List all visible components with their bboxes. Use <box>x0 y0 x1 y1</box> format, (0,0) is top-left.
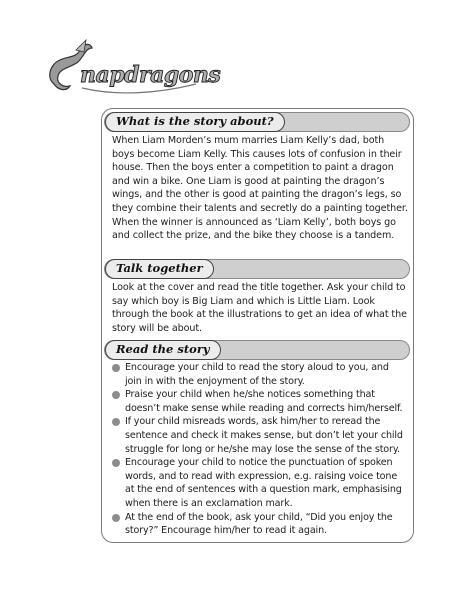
bullet-icon <box>112 364 120 372</box>
bullet-icon <box>112 514 120 522</box>
bullet-icon <box>112 418 120 426</box>
section-heading-bar-story <box>104 112 410 132</box>
section-heading-read: Read the story <box>105 340 221 360</box>
tip-text: If your child misreads words, ask him/her to reread the sentence and check it makes sense, but don’t let your child struggle for long or he/she may lose the sense of the story. <box>125 416 403 455</box>
snapdragons-logo <box>46 38 221 98</box>
tip-text: At the end of the book, ask your child, “Did you enjoy the story?” Encourage him/her to read it again. <box>125 511 393 537</box>
tip-text: Encourage your child to read the story aloud to you, and join in with the enjoyment of the story. <box>125 362 389 387</box>
reading-tips-list <box>112 361 408 538</box>
list-item <box>112 511 408 538</box>
section-body-story: When Liam Morden’s mum marries Liam Kelly’s dad, both boys become Liam Kelly. This causes lots of confusion in their house. Then the boys enter a competition to paint a dragon and win a bike. One Liam is good at painting the dragon’s wings, and the other is good at painting the dragon’s legs, so they combine their talents and secretly do a painting together. When the winner is announced as ‘Liam Kelly’, both boys go and collect the prize, and the bike they choose is a tandem. <box>112 135 408 242</box>
logo-text: napdragons <box>80 62 221 88</box>
list-item <box>112 456 408 510</box>
list-item <box>112 388 408 415</box>
bullet-icon <box>112 459 120 467</box>
section-heading-bar-talk <box>104 259 410 279</box>
section-heading-story: What is the story about? <box>105 112 285 132</box>
section-heading-talk: Talk together <box>105 259 214 279</box>
list-item <box>112 361 408 388</box>
bullet-icon <box>112 391 120 399</box>
section-body-talk: Look at the cover and read the title together. Ask your child to say which boy is Big Liam and which is Little Liam. Look through the book at the illustrations to get an idea of what the story will be about. <box>112 282 407 334</box>
tip-text: Praise your child when he/she notices something that doesn’t make sense while reading and corrects him/herself. <box>125 389 403 414</box>
section-heading-bar-read <box>104 340 410 360</box>
list-item <box>112 415 408 456</box>
tip-text: Encourage your child to notice the punctuation of spoken words, and to read with expression, e.g. raising voice tone at the end of sentences with a question mark, emphasising when there is an exclamation mark. <box>125 457 402 509</box>
